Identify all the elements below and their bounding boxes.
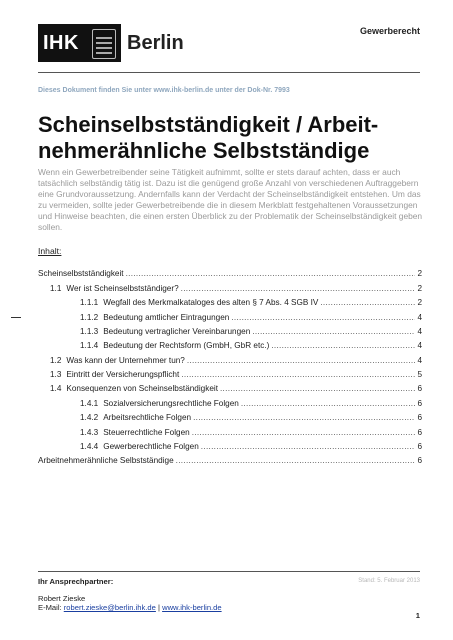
toc-entry-number: 1.3 [50,370,62,379]
toc-leader-dots [220,383,415,394]
toc-entry-page: 4 [417,327,422,336]
toc-entry[interactable] [38,412,422,423]
toc-entry-page: 6 [417,456,422,465]
toc-entry-label [80,340,269,351]
toc-entry-number: 1.4.1 [80,399,99,408]
toc-entry-page: 2 [417,269,422,278]
toc-entry-label [80,326,250,337]
emblem-icon [92,29,116,59]
toc-entry-label [80,427,190,438]
toc-leader-dots [176,455,416,466]
toc-entry-text: Was kann der Unternehmer tun? [66,356,185,365]
toc-entry[interactable] [38,326,422,337]
link-separator: | [155,603,163,612]
toc-entry-number: 1.4.4 [80,442,99,451]
toc-entry-text: Sozialversicherungsrechtliche Folgen [103,399,239,408]
toc-leader-dots [192,427,416,438]
toc-entry-label [80,441,199,452]
stand-date: Stand: 5. Februar 2013 [358,578,420,584]
toc-entry-page: 6 [417,428,422,437]
footer-divider [38,571,420,572]
toc-entry-text: Wer ist Scheinselbstständiger? [66,284,179,293]
toc-entry-page: 4 [417,313,422,322]
toc-entry-number: 1.1 [50,284,62,293]
toc-entry-text: Bedeutung vertraglicher Vereinbarungen [103,327,251,336]
toc-leader-dots [320,297,415,308]
toc-entry-number: 1.4.2 [80,413,99,422]
title-line-2: nehmerähnliche Selbstständige [38,138,370,163]
toc-entry-page: 6 [417,442,422,451]
toc-entry-number: 1.4.3 [80,428,99,437]
toc-entry-text: Eintritt der Versicherungspflicht [66,370,180,379]
email-prefix: E-Mail: [38,603,64,612]
toc-entry[interactable] [38,441,422,452]
toc-entry-page: 2 [417,298,422,307]
logo-black-panel [38,24,121,62]
toc-entry-text: Konsequenzen von Scheinselbständigkeit [66,384,218,393]
toc-entry-page: 4 [417,356,422,365]
toc-entry-page: 6 [417,399,422,408]
toc-entry[interactable] [38,297,422,308]
toc-entry-label [50,355,185,366]
ihk-berlin-logo [38,24,184,62]
page-title [38,112,428,164]
toc-entry-label [80,312,229,323]
toc-entry[interactable] [38,355,422,366]
logo-ihk-text: IHK [43,32,79,54]
toc-entry-text: Arbeitsrechtliche Folgen [103,413,192,422]
toc-entry-label [80,412,191,423]
toc-entry-label [38,455,174,466]
title-line-1: Scheinselbstständigkeit / Arbeit- [38,112,379,137]
document-notice: Dieses Dokument finden Sie unter www.ihk-berlin.de unter der Dok-Nr. 7993 [38,87,290,94]
email-link[interactable]: robert.zieske@berlin.ihk.de [63,603,156,612]
toc-entry-text: Gewerberechtliche Folgen [103,442,199,451]
toc-entry-number: 1.1.1 [80,298,99,307]
toc-leader-dots [241,398,416,409]
header-divider [38,72,420,73]
toc-entry-label [80,398,239,409]
toc-leader-dots [252,326,415,337]
toc-leader-dots [181,369,415,380]
toc-entry-label [50,369,179,380]
toc-entry-label [50,283,179,294]
toc-entry[interactable] [38,455,422,466]
document-category: Gewerberecht [359,26,420,36]
website-link[interactable]: www.ihk-berlin.de [162,603,222,612]
toc-entry[interactable] [38,427,422,438]
toc-entry[interactable] [38,312,422,323]
toc-entry-page: 5 [417,370,422,379]
intro-paragraph: Wenn ein Gewerbetreibender seine Tätigkeit aufnimmt, sollte er stets darauf achten, dass er auch tatsächlich selbständig tätig ist. Dazu ist die genügend große Anzahl von verschiedenen Auftraggebern eine Grundvoraussetzung. Andernfalls kann der Verdacht der Scheinselbständigkeit entstehen. Um das zu vermeiden, sollte jeder Gewerbetreibende die in diesem Merkblatt festgehaltenen Voraussetzungen und Hinweise beachten, die einen ersten Überblick zu der Problematik der Scheinselbständigkeit geben sollen. [38,167,423,232]
toc-entry-page: 6 [417,384,422,393]
toc-entry-page: 2 [417,284,422,293]
toc-leader-dots [181,283,416,294]
toc-entry-text: Bedeutung der Rechtsform (GmbH, GbR etc.) [103,341,270,350]
margin-mark [11,317,21,318]
page-number: 1 [415,611,420,620]
toc-entry-number: 1.1.4 [80,341,99,350]
contact-email-line [38,603,222,612]
toc-heading: Inhalt: [38,246,62,256]
toc-entry-text: Arbeitnehmerähnliche Selbstständige [38,456,174,465]
toc-entry-page: 6 [417,413,422,422]
toc-leader-dots [271,340,415,351]
toc-entry-text: Wegfall des Merkmalkataloges des alten § 7 Abs. 4 SGB IV [103,298,319,307]
toc-entry-text: Scheinselbstständigkeit [38,269,124,278]
toc-leader-dots [193,412,415,423]
contact-name: Robert Zieske [38,594,86,603]
toc-leader-dots [187,355,416,366]
toc-entry[interactable] [38,283,422,294]
toc-entry[interactable] [38,398,422,409]
toc-entry[interactable] [38,369,422,380]
toc-entry-number: 1.1.2 [80,313,99,322]
toc-entry-text: Bedeutung amtlicher Eintragungen [103,313,230,322]
toc-entry-label [80,297,318,308]
toc-entry-page: 4 [417,341,422,350]
toc-entry[interactable] [38,383,422,394]
toc-entry-label [38,268,124,279]
contact-label: Ihr Ansprechpartner: [38,577,114,586]
toc-entry-number: 1.4 [50,384,62,393]
toc-entry[interactable] [38,268,422,279]
logo-city-text: Berlin [127,32,184,54]
toc-entry-text: Steuerrechtliche Folgen [103,428,190,437]
toc-leader-dots [201,441,416,452]
toc-leader-dots [231,312,415,323]
toc-leader-dots [126,268,416,279]
toc-entry-label [50,383,218,394]
toc-entry-number: 1.2 [50,356,62,365]
toc-entry-number: 1.1.3 [80,327,99,336]
toc-entry[interactable] [38,340,422,351]
